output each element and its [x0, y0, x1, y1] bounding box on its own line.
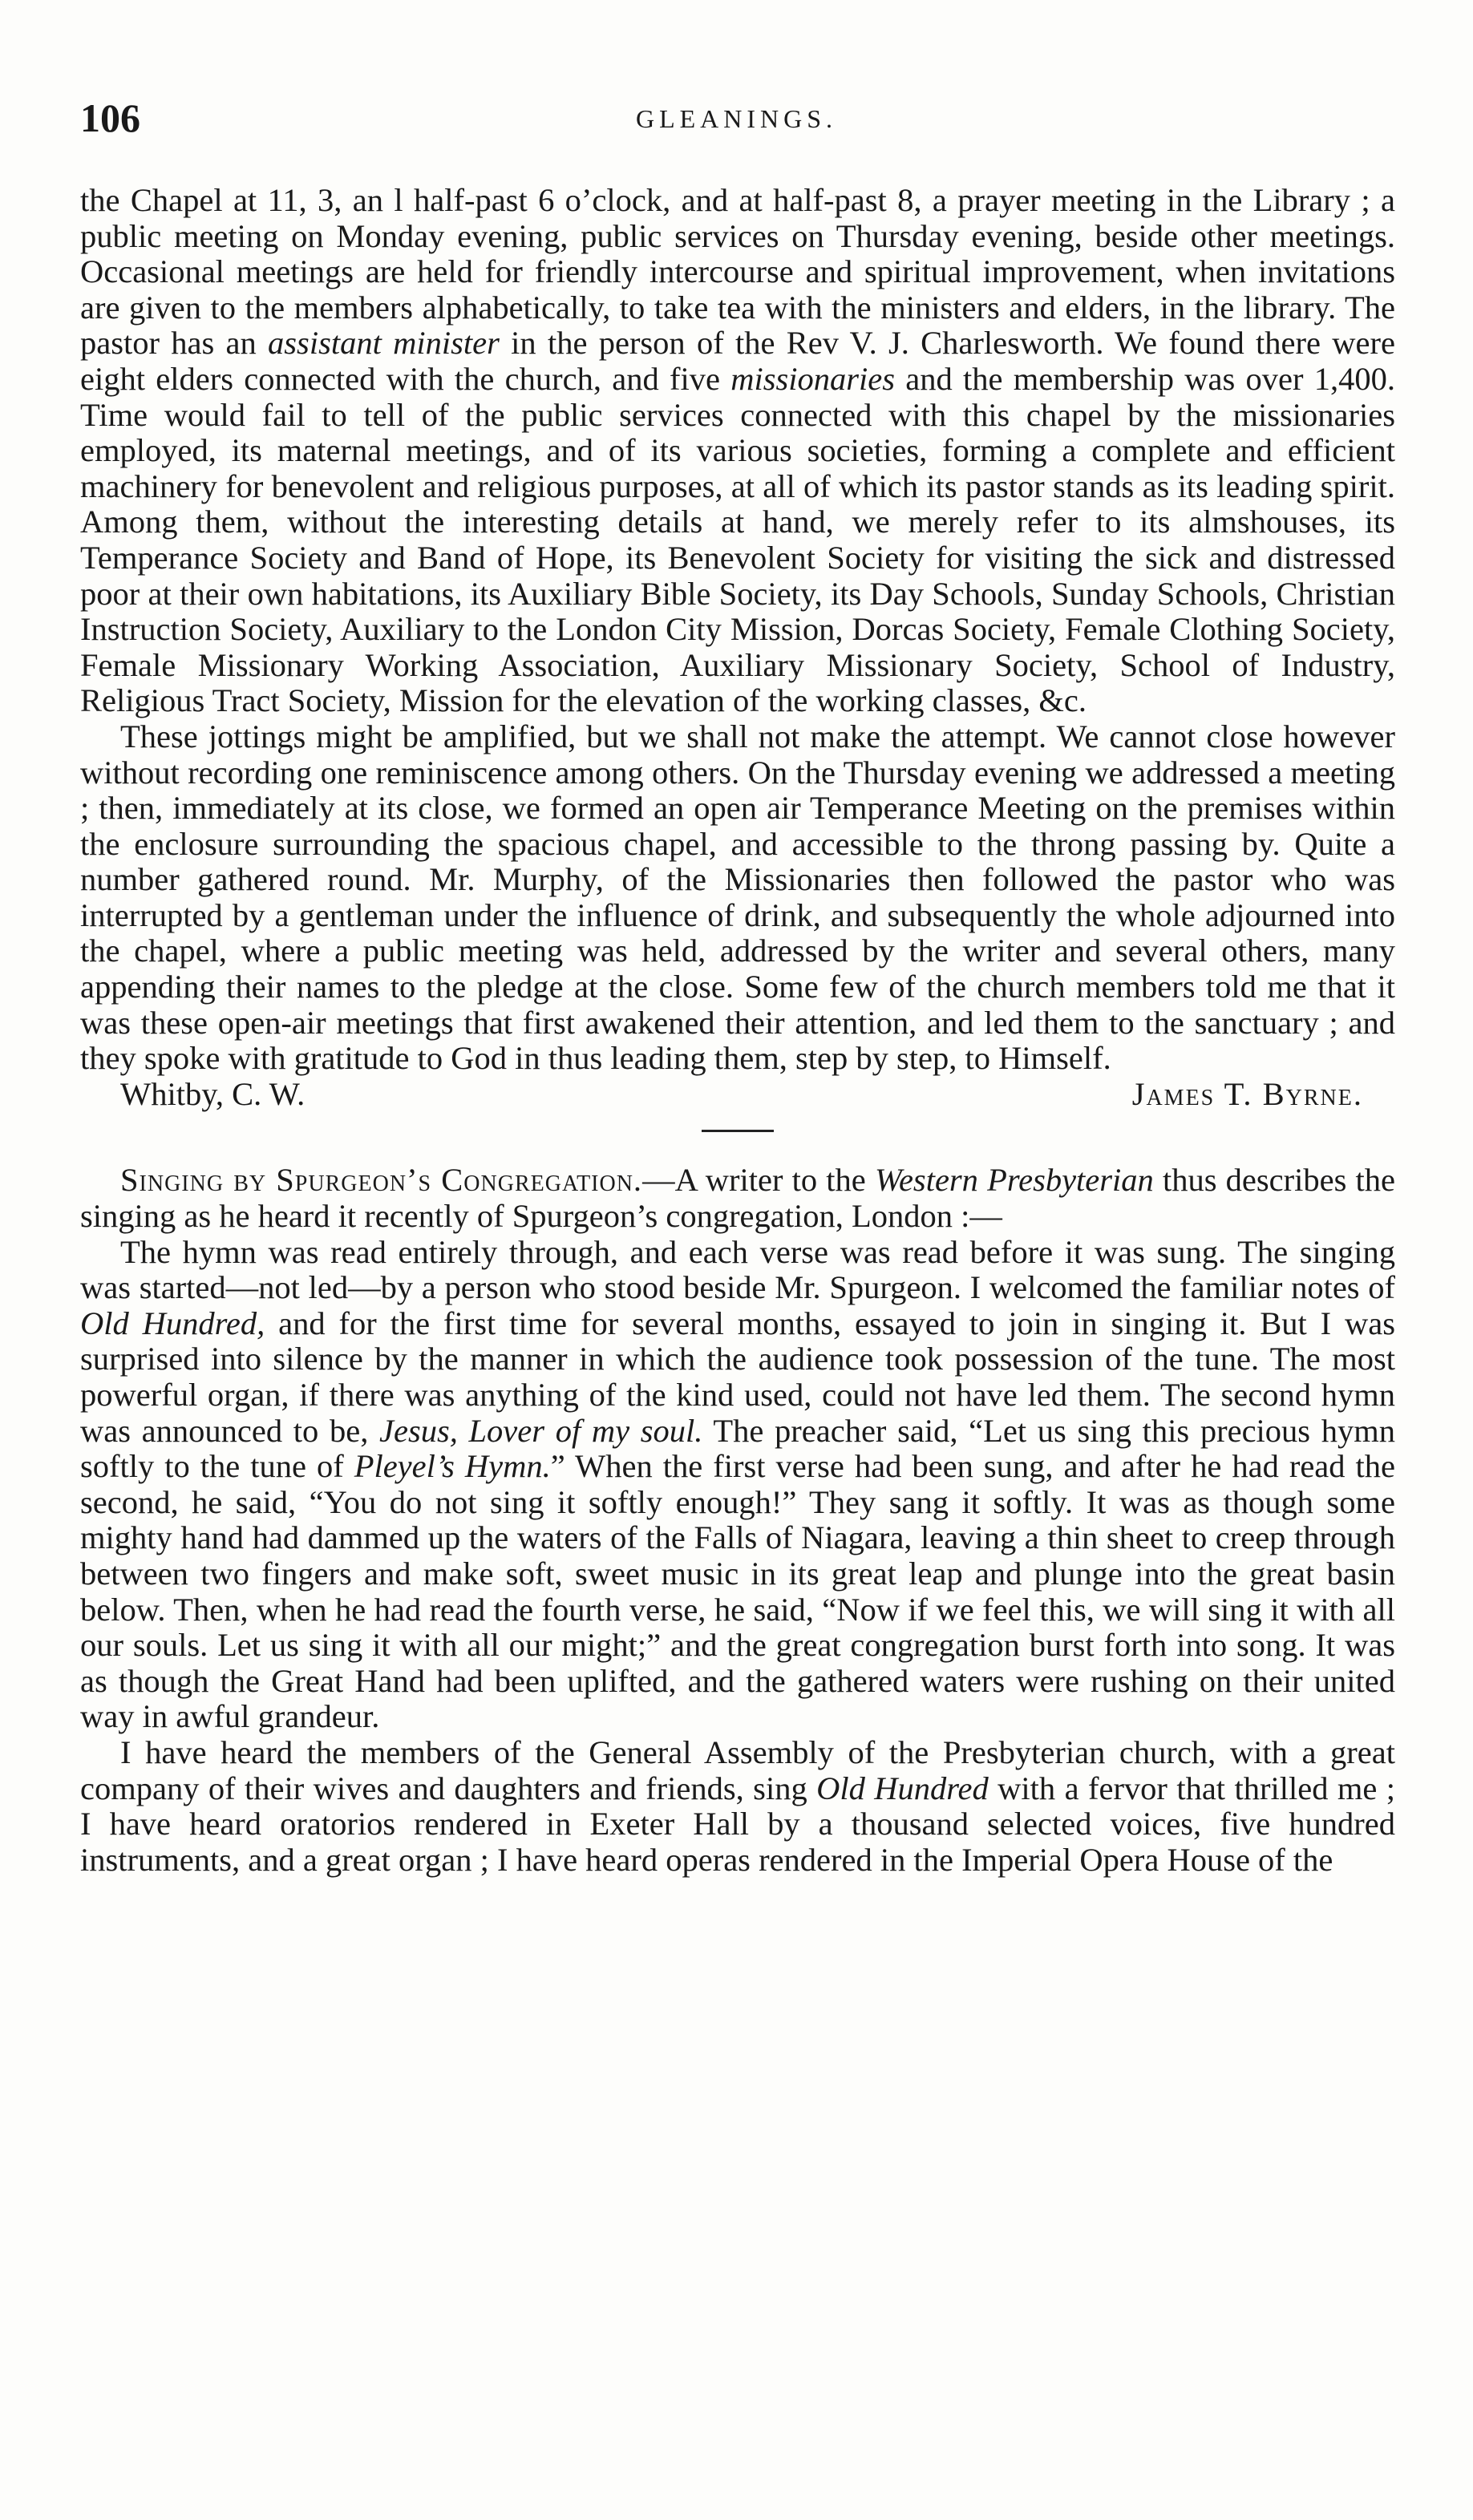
article2-intro: Singing by Spurgeon’s Congregation.—A writer to the Western Presbyterian thus describes the singing as he heard it recently of Spurgeon’s congregation, London :—	[80, 1162, 1395, 1235]
article2-paragraph2: I have heard the members of the General Assembly of the Presbyterian church, with a great company of their wives and daughters and friends, sing Old Hundred with a fervor that thrilled me ; I have heard oratorios rendered in Exeter Hall by a thousand selected voices, five hundred instruments, and a great organ ; I have heard operas rendered in the Imperial Opera House of the	[80, 1733, 1395, 1878]
page-body	[80, 183, 1395, 1878]
running-title: GLEANINGS.	[635, 104, 838, 133]
section-divider	[702, 1130, 774, 1132]
article1-paragraph1: the Chapel at 11, 3, an l half-past 6 o’clock, and at half-past 8, a prayer meeting in the Library ; a public meeting on Monday evening, public services on Thursday evening, beside other meetings. Occasional meetings are held for friendly intercourse and spiritual improvement, when invitations are given to the members alphabetically, to take tea with the ministers and elders, in the library. The pastor has an assistant minister in the person of the Rev V. J. Charlesworth. We found there were eight elders connected with the church, and five missionaries and the membership was over 1,400. Time would fail to tell of the public services connected with this chapel by the missionaries employed, its maternal meetings, and of its various societies, forming a complete and efficient machinery for benevolent and religious purposes, at all of which its pastor stands as its leading spirit. Among them, without the interesting details at hand, we merely refer to its almshouses, its Temperance Society and Band of Hope, its Benevolent Society for visiting the sick and distressed poor at their own habitations, its Auxiliary Bible Society, its Day Schools, Sunday Schools, Christian Instruction Society, Auxiliary to the London City Mission, Dorcas Society, Female Clothing Society, Female Missionary Working Association, Auxiliary Missionary Society, School of Industry, Religious Tract Society, Mission for the elevation of the working classes, &c.	[80, 182, 1395, 719]
article1-paragraph2: These jottings might be amplified, but we shall not make the attempt. We cannot close however without recording one reminiscence among others. On the Thursday evening we addressed a meeting ; then, immediately at its close, we formed an open air Temperance Meeting on the premises within the enclosure surrounding the spacious chapel, and accessible to the throng passing by. Quite a number gathered round. Mr. Murphy, of the Missionaries then followed the pastor who was interrupted by a gentleman under the influence of drink, and subsequently the whole adjourned into the chapel, where a public meeting was held, addressed by the writer and several others, many appending their names to the pledge at the close. Some few of the church members told me that it was these open-air meetings that first awakened their attention, and led them to the sanctuary ; and they spoke with gratitude to God in thus leading them, step by step, to Himself.	[80, 718, 1395, 1077]
signature-author: James T. Byrne.	[1131, 1075, 1363, 1112]
page-header	[80, 95, 1393, 143]
signature-line	[80, 1077, 1395, 1113]
article2-paragraph1: The hymn was read entirely through, and each verse was read before it was sung. The singing was started—not led—by a person who stood beside Mr. Spurgeon. I welcomed the familiar notes of Old Hundred, and for the first time for several months, essayed to join in singing it. But I was surprised into silence by the manner in which the audience took possession of the tune. The most powerful organ, if there was anything of the kind used, could not have led them. The second hymn was announced to be, Jesus, Lover of my soul. The preacher said, “Let us sing this precious hymn softly to the tune of Pleyel’s Hymn.” When the first verse had been sung, and after he had read the second, he said, “You do not sing it softly enough!” They sang it softly. It was as though some mighty hand had dammed up the waters of the Falls of Niagara, leaving a thin sheet to creep through between two fingers and make soft, sweet music in its great leap and plunge into the great basin below. Then, when he had read the fourth verse, he said, “Now if we feel this, we will sing it with all our souls. Let us sing it with all our might;” and the great congregation burst forth into song. It was as though the Great Hand had been uplifted, and the gathered waters were rushing on their united way in awful grandeur.	[80, 1233, 1396, 1735]
section-heading: Singing by Spurgeon’s Congregation.	[120, 1162, 643, 1199]
signature-place: Whitby, C. W.	[120, 1075, 306, 1112]
page-number: 106	[80, 95, 140, 140]
